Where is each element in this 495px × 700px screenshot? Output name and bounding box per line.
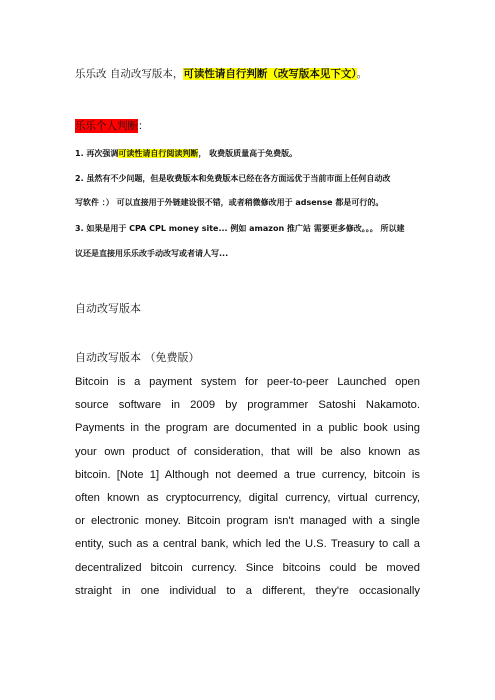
body-line: source software in 2009 by programmer Satoshi Nakamoto. bbox=[75, 399, 420, 412]
body-paragraph bbox=[75, 371, 420, 603]
header-prefix: 乐乐改 自动改写版本， bbox=[75, 68, 184, 80]
judgement-heading-text: 乐乐个人判断 bbox=[75, 120, 138, 132]
body-line: Payments in the program are documented in a public book using bbox=[75, 422, 420, 435]
body-line: straight in one individual to a different, they're occasionally bbox=[75, 584, 420, 597]
header-line bbox=[75, 66, 367, 81]
item-1-text-b: ， 收费版质量高于免费版。 bbox=[198, 149, 298, 158]
section-heading-auto-version: 自动改写版本 bbox=[75, 302, 141, 315]
body-line: Bitcoin is a payment system for peer-to-peer Launched open bbox=[75, 376, 420, 388]
body-line: your own product of consideration, that will be also known as bbox=[75, 445, 420, 458]
body-line: often known as cryptocurrency, digital currency, virtual currency, bbox=[75, 492, 420, 505]
judgement-item-2-line-2: 写软件 ：） 可以直接用于外链建设很不错，或者稍微修改用于 adsense 都是可行的。 bbox=[75, 198, 384, 207]
section-heading-free-version: 自动改写版本 （免费版） bbox=[75, 351, 200, 364]
judgement-item-1 bbox=[75, 148, 297, 159]
body-line: or electronic money. Bitcoin program isn't managed with a single bbox=[75, 515, 420, 528]
body-line: bitcoin. [Note 1] Although not deemed a true currency, bitcoin is bbox=[75, 468, 420, 481]
body-line: entity, such as a central bank, which led the U.S. Treasury to call a bbox=[75, 538, 420, 551]
item-1-text-a: 1. 再次强调 bbox=[75, 149, 119, 158]
judgement-heading-colon: ： bbox=[138, 120, 149, 132]
header-highlight: 可读性请自行判断（改写版本见下文） bbox=[183, 68, 357, 80]
judgement-item-2-line-1: 2. 虽然有不少问题，但是收费版本和免费版本已经在各方面远优于当前市面上任何自动改 bbox=[75, 174, 391, 183]
body-line: decentralized bitcoin currency. Since bitcoins could be moved bbox=[75, 561, 420, 574]
judgement-item-3-line-2: 议还是直接用乐乐改手动改写或者请人写... bbox=[75, 249, 229, 258]
judgement-heading bbox=[75, 118, 149, 133]
header-suffix: 。 bbox=[356, 68, 368, 80]
item-1-highlight: 可读性请自行阅读判断 bbox=[118, 149, 199, 158]
judgement-item-3-line-1: 3. 如果是用于 CPA CPL money site... 例如 amazon 推广站 需要更多修改。。。 所以建 bbox=[75, 224, 405, 233]
